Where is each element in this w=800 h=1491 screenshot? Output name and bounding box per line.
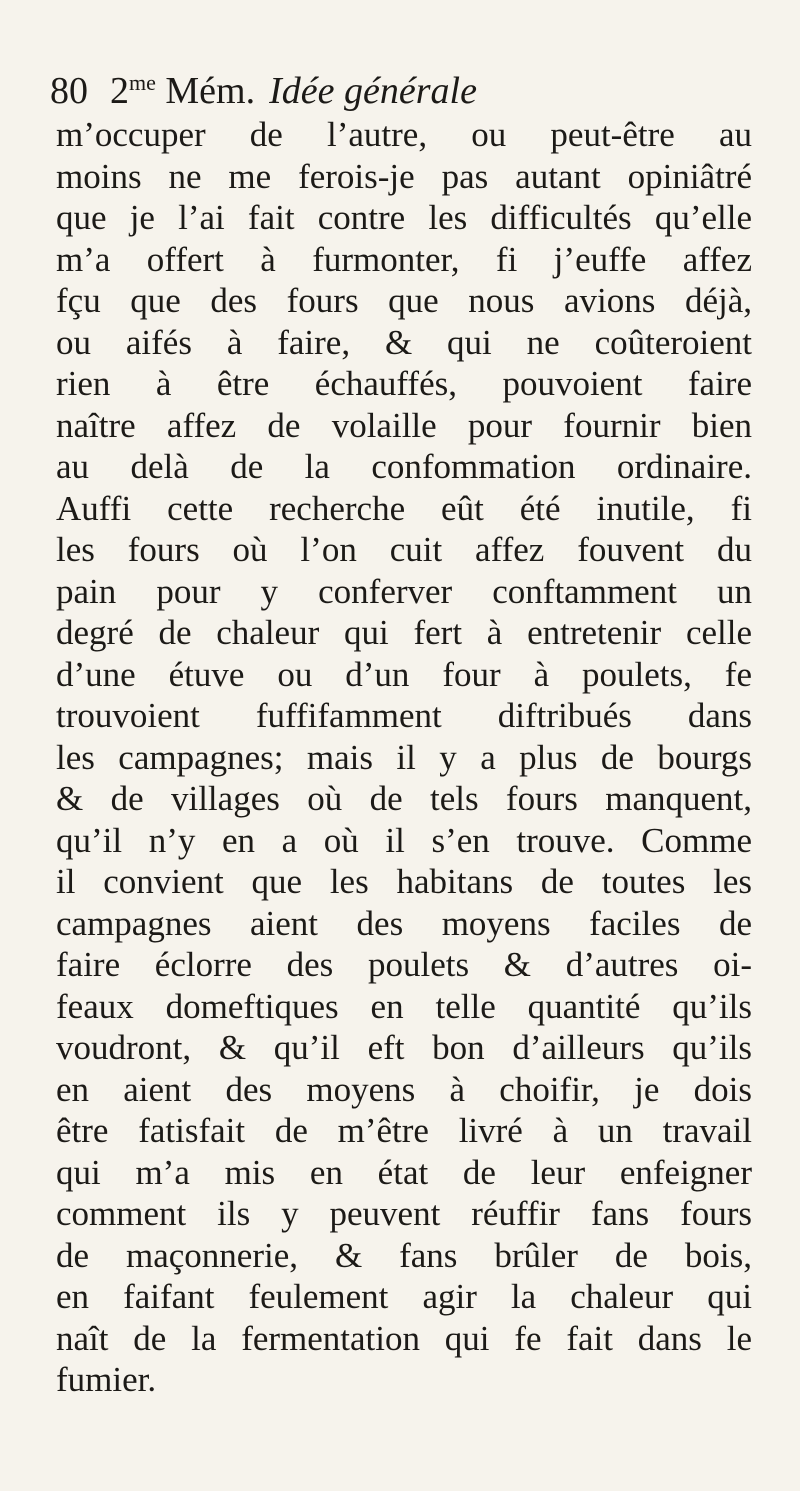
text-line: fçu que des fours que nous avions déjà, [56, 281, 752, 320]
memoir-label [110, 58, 255, 116]
text-line: naît de la fermentation qui fe fait dans le [56, 1318, 752, 1358]
text-line: de maçonnerie, & fans brûler de bois, [56, 1235, 752, 1275]
running-head [50, 58, 730, 112]
body-text [56, 114, 752, 1401]
text-line: en aient des moyens à choifir, je dois [56, 1069, 752, 1109]
text-line: rien à être échauffés, pouvoient faire [56, 364, 752, 403]
text-line: en faifant feulement agir la chaleur qui [56, 1277, 752, 1316]
memoir-suffix: me [129, 70, 156, 95]
page-number: 80 [50, 70, 88, 112]
text-line: pain pour y conferver conftamment un [56, 571, 752, 611]
text-line: degré de chaleur qui fert à entretenir celle [56, 613, 752, 652]
text-line: naître affez de volaille pour fournir bien [56, 405, 752, 445]
memoir-number: 2 [110, 70, 129, 112]
memoir-abbreviation: Mém. [165, 70, 256, 112]
text-line: qui m’a mis en état de leur enfeigner [56, 1152, 752, 1192]
text-line: ou aifés à faire, & qui ne coûteroient [56, 322, 752, 362]
text-line: m’occuper de l’autre, ou peut-être au [56, 115, 752, 154]
text-line: moins ne me ferois-je pas autant opiniâtré [56, 156, 752, 196]
text-line: feaux domeftiques en telle quantité qu’ils [56, 986, 752, 1026]
text-line: au delà de la confommation ordinaire. [56, 447, 752, 486]
text-line: être fatisfait de m’être livré à un travail [56, 1111, 752, 1150]
text-line: les campagnes; mais il y a plus de bourgs [56, 737, 752, 777]
text-line: campagnes aient des moyens faciles de [56, 903, 752, 943]
text-line: les fours où l’on cuit affez fouvent du [56, 530, 752, 569]
text-line: faire éclorre des poulets & d’autres oi- [56, 945, 752, 984]
text-line: d’une étuve ou d’un four à poulets, fe [56, 654, 752, 694]
text-line: m’a offert à furmonter, fi j’euffe affez [56, 239, 752, 279]
text-line: Auffi cette recherche eût été inutile, fi [56, 488, 752, 528]
text-line: voudront, & qu’il eft bon d’ailleurs qu’ils [56, 1028, 752, 1067]
text-line: & de villages où de tels fours manquent, [56, 779, 752, 818]
text-line: comment ils y peuvent réuffir fans fours [56, 1194, 752, 1233]
text-line: trouvoient fuffifamment diftribués dans [56, 696, 752, 735]
text-line: qu’il n’y en a où il s’en trouve. Comme [56, 820, 752, 860]
text-line: fumier. [56, 1360, 157, 1399]
running-title: Idée générale [269, 70, 477, 112]
text-line: que je l’ai fait contre les difficultés qu’elle [56, 198, 752, 237]
text-line: il convient que les habitans de toutes les [56, 862, 752, 901]
